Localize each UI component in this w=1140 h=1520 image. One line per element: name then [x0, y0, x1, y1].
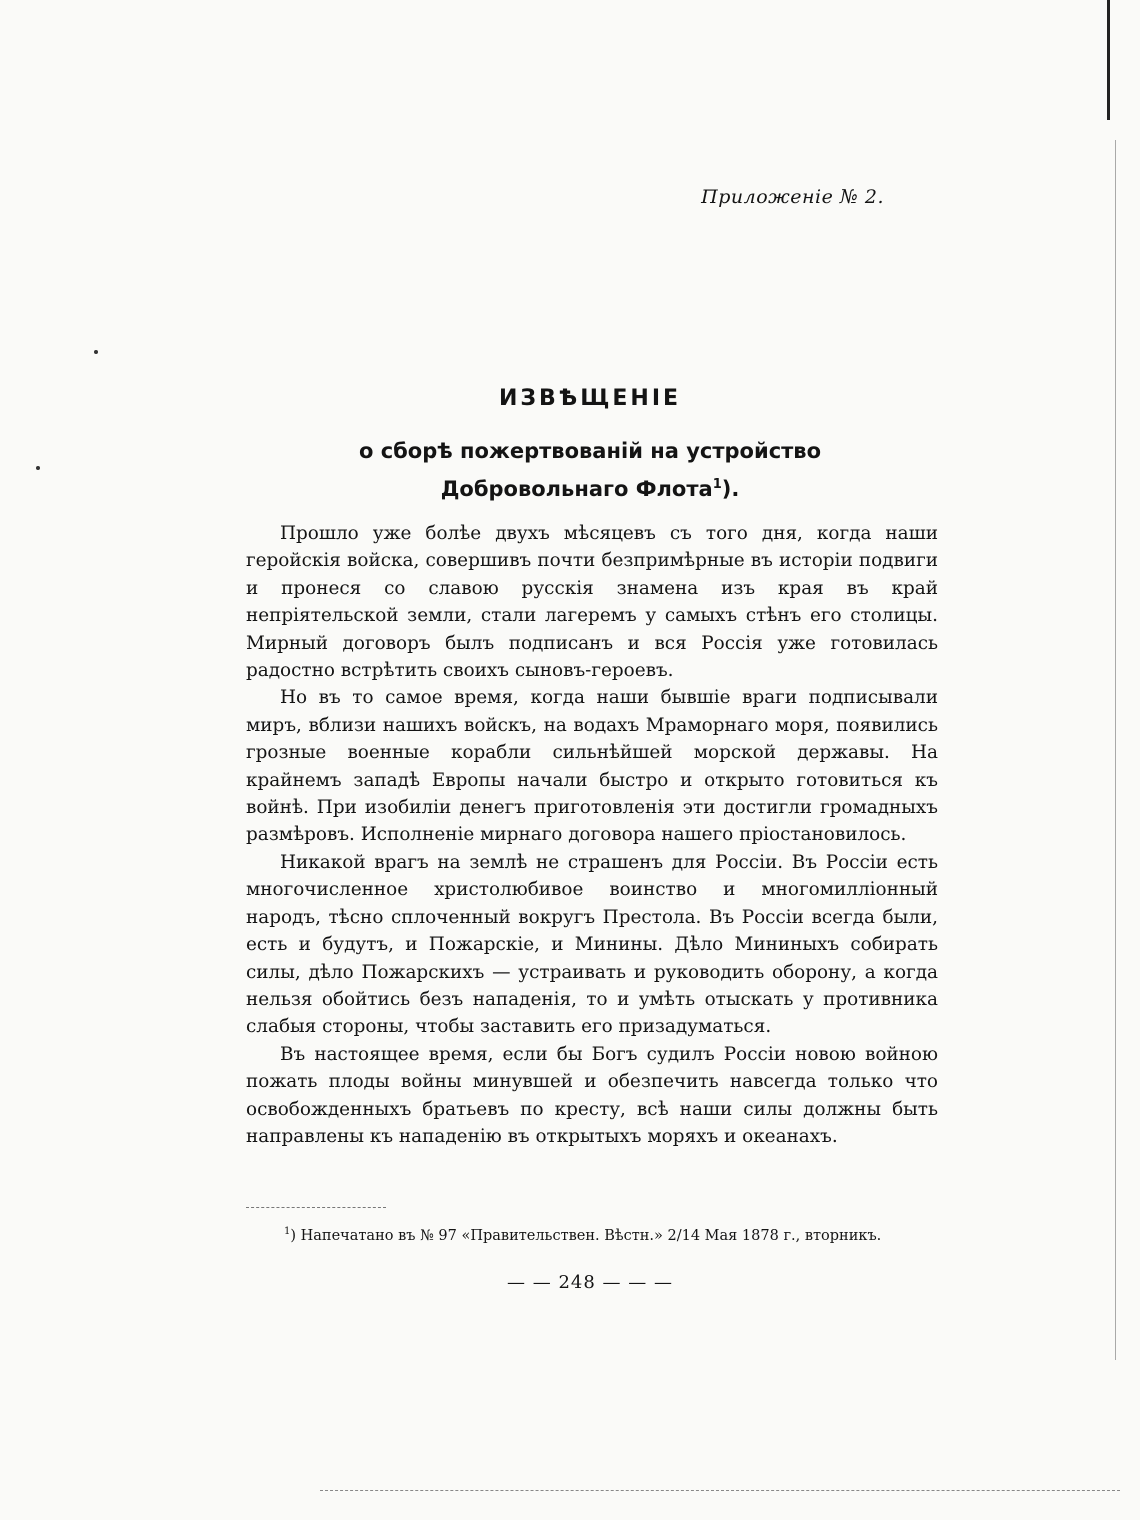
scan-edge-mark	[1107, 0, 1110, 120]
footnote-text: ) Напечатано въ № 97 «Правительствен. Вѣстн.» 2/14 Мая 1878 г., вторникъ.	[290, 1227, 882, 1244]
subtitle-line-2	[290, 468, 890, 506]
paragraph: Въ настоящее время, если бы Богъ судилъ Россiи новою войною пожать плоды войны минувшей и обезпечить навсегда только что освобожденныхъ братьевъ по кресту, всѣ наши силы должны быть направлены къ нападенiю въ открытыхъ моряхъ и океанахъ.	[246, 1043, 938, 1147]
document-title: ИЗВѢЩЕНIЕ	[498, 386, 682, 411]
footnote-separator	[246, 1207, 386, 1208]
subtitle-end: ).	[721, 477, 740, 501]
body-text	[246, 520, 938, 1150]
scan-bottom-line	[320, 1490, 1120, 1491]
footnote	[284, 1222, 944, 1246]
scan-speck	[94, 350, 98, 354]
appendix-label: Приложенiе № 2.	[701, 186, 884, 208]
scan-speck	[36, 466, 40, 470]
subtitle-line-2-text: Добровольнаго Флота	[440, 477, 713, 501]
subtitle-line-1: о сборѣ пожертвованiй на устройство	[358, 439, 822, 463]
paragraph: Но въ то самое время, когда наши бывшiе враги подписывали миръ, вблизи нашихъ войскъ, на водахъ Мраморнаго моря, появились грозные военные корабли сильнѣйшей морской державы. На крайнемъ западѣ Европы начали быстро и открыто готовиться къ войнѣ. При изобилiи денегъ приготовленiя эти достигли громадныхъ размѣровъ. Исполненiе мирнаго договора нашего прiостановилось.	[246, 687, 938, 846]
subtitle-footnote-mark: 1	[712, 477, 722, 492]
paragraph: Никакой врагъ на землѣ не страшенъ для Россiи. Въ Россiи есть многочисленное христолюбивое воинство и многомилліонный народъ, тѣсно сплоченный вокругъ Престола. Въ Россiи всегда были, есть и будутъ, и Пожарскiе, и Минины. Дѣло Мининыхъ собирать силы, дѣло Пожарскихъ — устраивать и руководить оборону, а когда нельзя обойтись безъ нападенiя, то и умѣть отыскать у противника слабыя стороны, чтобы заставить его призадуматься.	[246, 851, 938, 1038]
document-subtitle	[290, 434, 890, 506]
footnote-mark: 1	[284, 1226, 291, 1237]
page-number: — — 248 — — —	[507, 1272, 673, 1293]
scan-edge-line	[1115, 140, 1116, 1360]
paragraph: Прошло уже болѣе двухъ мѣсяцевъ съ того дня, когда наши геройскiя войска, совершивъ почти безпримѣрные въ исторiи подвиги и пронеся со славою русскiя знамена изъ края въ край непрiятельской земли, стали лагеремъ у самыхъ стѣнъ его столицы. Мирный договоръ былъ подписанъ и вся Россiя уже готовилась радостно встрѣтить своихъ сыновъ-героевъ.	[246, 523, 938, 682]
